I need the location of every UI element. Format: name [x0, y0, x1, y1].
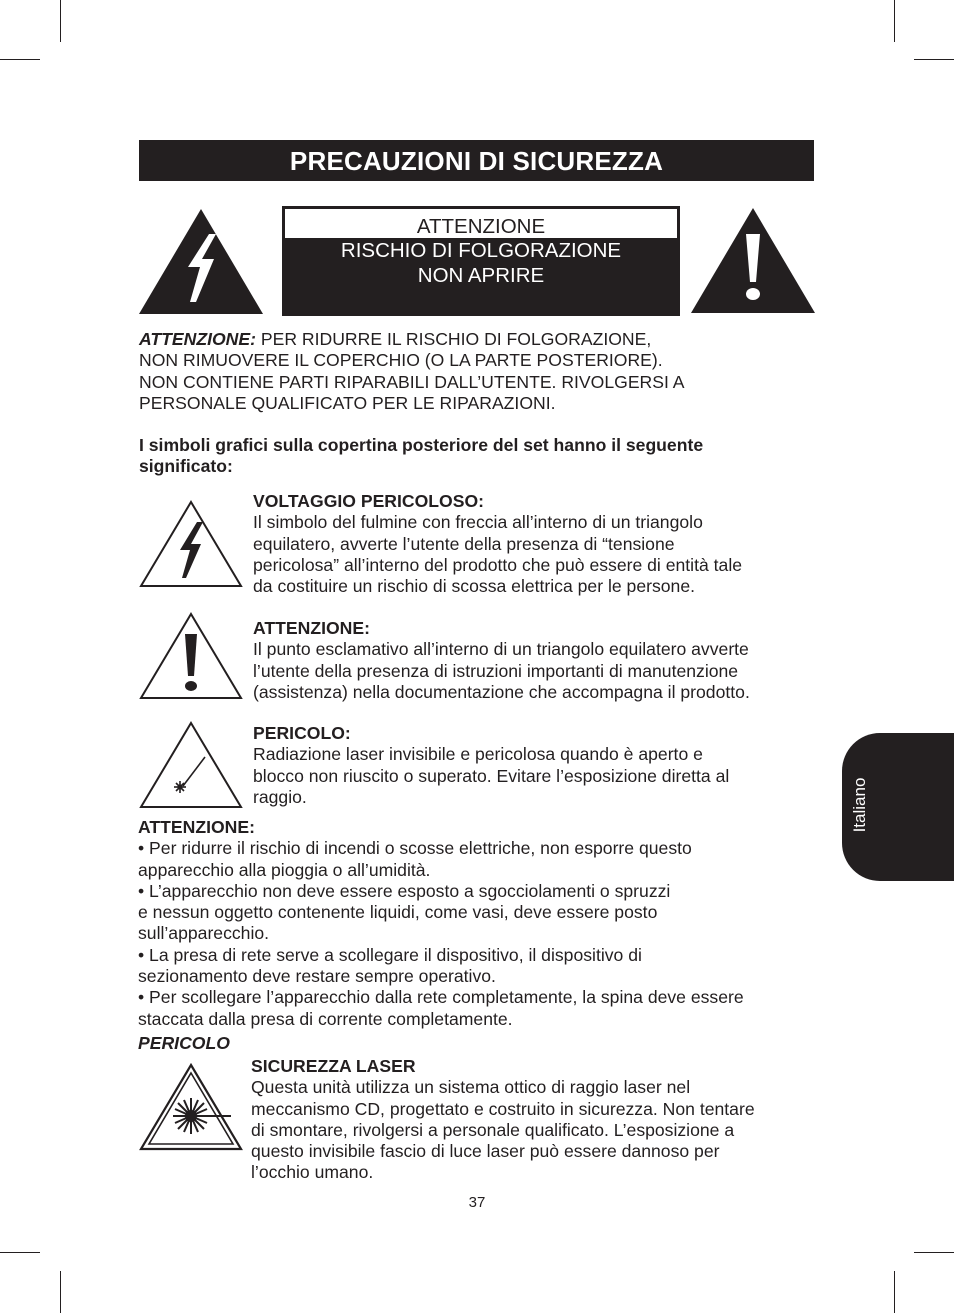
danger-label: PERICOLO [138, 1032, 230, 1053]
laser-line: l’occhio umano. [251, 1162, 374, 1183]
attention-line: • L’apparecchio non deve essere esposto a sgocciolamenti o spruzzi [138, 880, 671, 901]
symbols-intro [139, 435, 819, 478]
symbol3-line: raggio. [253, 786, 307, 807]
laser-safety-text [251, 1056, 831, 1184]
warning-text: PER RIDURRE IL RISCHIO DI FOLGORAZIONE, [255, 329, 652, 349]
crop-mark [0, 1252, 40, 1253]
crop-mark [60, 1271, 61, 1313]
caution-box [282, 206, 680, 316]
page-number: 37 [468, 1194, 486, 1211]
page-title: PRECAUZIONI DI SICUREZZA [139, 140, 814, 181]
laser-radiation-icon [139, 1063, 243, 1151]
symbol1-line: da costituire un rischio di scossa elettrica per le persone. [253, 576, 696, 597]
exclamation-symbol-icon [139, 612, 243, 700]
intro-line: I simboli grafici sulla copertina posteriore del set hanno il seguente [139, 435, 704, 455]
crop-mark [60, 0, 61, 42]
laser-beam-symbol-icon [139, 721, 243, 809]
laser-line: Questa unità utilizza un sistema ottico di raggio laser nel [251, 1077, 691, 1098]
lightning-warning-icon [138, 207, 264, 315]
warning-label: ATTENZIONE: [139, 329, 256, 349]
laser-line: di smontare, rivolgersi a personale qualificato. L’esposizione a [251, 1119, 735, 1140]
symbol3-heading: PERICOLO: [253, 723, 351, 743]
crop-mark [894, 0, 895, 42]
symbol1-line: pericolosa” all’interno del prodotto che può essere di entità tale [253, 554, 743, 575]
symbol3-text [253, 723, 823, 808]
crop-mark [0, 59, 40, 60]
symbol1-line: Il simbolo del fulmine con freccia all’interno di un triangolo [253, 512, 703, 533]
symbol3-line: Radiazione laser invisibile e pericolosa quando è aperto e [253, 744, 703, 765]
lightning-symbol-icon [139, 500, 243, 588]
symbol2-line: Il punto esclamativo all’interno di un triangolo equilatero avverte [253, 639, 749, 660]
caution-box-line: NON APRIRE [417, 264, 545, 287]
intro-line: significato: [139, 456, 233, 477]
warning-text: NON RIMUOVERE IL COPERCHIO (O LA PARTE POSTERIORE). [139, 350, 663, 371]
attention-line: • Per ridurre il rischio di incendi o scosse elettriche, non esporre questo [138, 838, 692, 859]
crop-mark [914, 1252, 954, 1253]
attention-line: apparecchio alla pioggia o all’umidità. [138, 859, 431, 880]
symbol2-line: (assistenza) nella documentazione che accompagna il prodotto. [253, 681, 750, 702]
symbol1-line: equilatero, avverte l’utente della presenza di “tensione [253, 533, 675, 554]
caution-box-heading: ATTENZIONE [285, 209, 677, 238]
attention-line: sull’apparecchio. [138, 923, 270, 944]
symbol2-text [253, 618, 823, 703]
attention-line: • La presa di rete serve a scollegare il dispositivo, il dispositivo di [138, 944, 642, 965]
attention-heading: ATTENZIONE: [138, 817, 255, 837]
crop-mark [894, 1271, 895, 1313]
symbol2-heading: ATTENZIONE: [253, 618, 370, 638]
warning-text: PERSONALE QUALIFICATO PER LE RIPARAZIONI. [139, 392, 556, 413]
warning-text: NON CONTIENE PARTI RIPARABILI DALL’UTENTE. RIVOLGERSI A [139, 371, 685, 392]
laser-heading: SICUREZZA LASER [251, 1056, 416, 1076]
symbol1-text [253, 491, 823, 597]
caution-box-line: RISCHIO DI FOLGORAZIONE [340, 239, 622, 262]
attention-line: staccata dalla presa di corrente completamente. [138, 1008, 513, 1029]
attention-list [138, 817, 828, 1054]
symbol1-heading: VOLTAGGIO PERICOLOSO: [253, 491, 485, 511]
attention-line: sezionamento deve restare sempre operativo. [138, 966, 496, 987]
exclamation-warning-icon [690, 206, 816, 314]
symbol2-line: l’utente della presenza di istruzioni importanti di manutenzione [253, 660, 739, 681]
crop-mark [914, 59, 954, 60]
laser-line: questo invisibile fascio di luce laser può essere dannoso per [251, 1141, 720, 1162]
attention-line: e nessun oggetto contenente liquidi, come vasi, deve essere posto [138, 902, 658, 923]
symbol3-line: blocco non riuscito o superato. Evitare l’esposizione diretta al [253, 765, 730, 786]
attention-line: • Per scollegare l’apparecchio dalla rete completamente, la spina deve essere [138, 987, 744, 1008]
laser-line: meccanismo CD, progettato e costruito in sicurezza. Non tentare [251, 1098, 755, 1119]
warning-paragraph [139, 329, 819, 414]
language-tab-label: Italiano [850, 777, 869, 833]
